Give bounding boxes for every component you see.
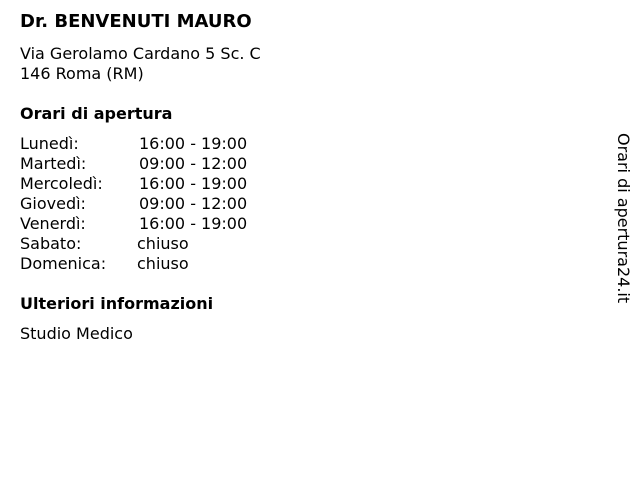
hours-time-value: 16:00 - 19:00 [139, 174, 248, 193]
additional-info-heading: Ulteriori informazioni [20, 294, 214, 313]
address-street: Via Gerolamo Cardano 5 Sc. C [20, 44, 261, 63]
hours-time-value: 16:00 - 19:00 [139, 214, 248, 233]
hours-day-label: Giovedì: [20, 194, 86, 213]
hours-day-label: Sabato: [20, 234, 82, 253]
hours-day-label: Mercoledì: [20, 174, 103, 193]
address-block [20, 44, 261, 84]
hours-time-value: 09:00 - 12:00 [139, 194, 248, 213]
hours-day-label: Lunedì: [20, 134, 79, 153]
opening-hours-heading: Orari di apertura [20, 104, 173, 123]
address-city: 146 Roma (RM) [20, 64, 144, 83]
hours-time-value: 09:00 - 12:00 [139, 154, 248, 173]
additional-info-text: Studio Medico [20, 324, 133, 343]
hours-day-label: Domenica: [20, 254, 107, 273]
hours-time-value: 16:00 - 19:00 [139, 134, 248, 153]
hours-day-label: Venerdì: [20, 214, 86, 233]
hours-day-label: Martedì: [20, 154, 87, 173]
doctor-name: Dr. BENVENUTI MAURO [20, 11, 252, 32]
hours-time-value: chiuso [137, 254, 189, 273]
hours-time-value: chiuso [137, 234, 189, 253]
watermark-text: Orari di apertura24.it [614, 133, 633, 304]
